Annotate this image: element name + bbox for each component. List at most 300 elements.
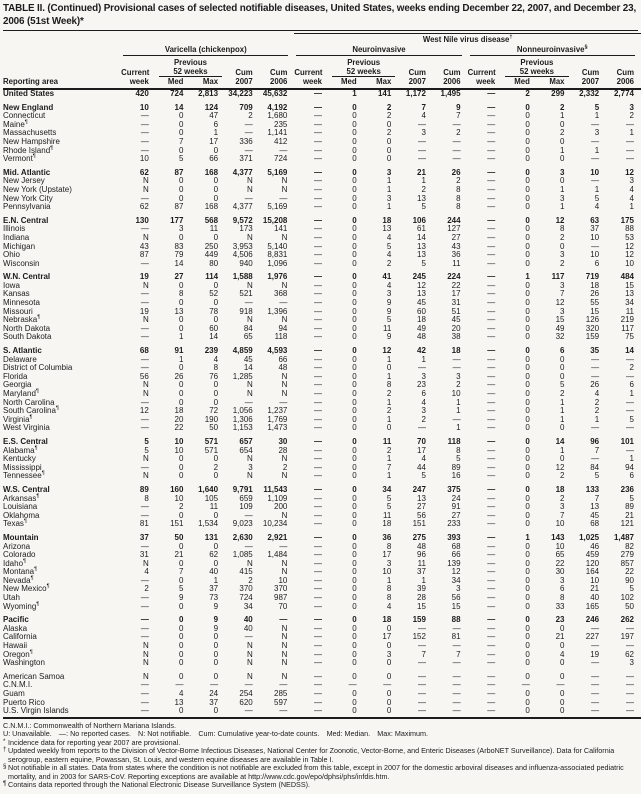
table-row [3, 659, 641, 668]
value-cell: — [591, 176, 600, 186]
value-cell: 1 [560, 414, 565, 424]
value-cell: 2,813 [198, 89, 219, 98]
value-cell: 0 [525, 484, 530, 494]
value-cell: — [210, 680, 219, 690]
nonneuroinvasive-group-header: Nonneuroinvasive§ [468, 44, 641, 56]
reporting-area-cell: New York (Upstate) [3, 184, 72, 194]
value-cell: N [143, 380, 149, 390]
value-cell: 34,223 [228, 89, 253, 98]
value-cell: 2 [594, 397, 600, 407]
value-cell: 0 [352, 145, 357, 155]
value-cell: 5 [386, 502, 392, 512]
col-header-previous: Previous [173, 58, 207, 67]
value-cell: — [140, 289, 149, 299]
value-cell: 275 [412, 532, 426, 542]
value-cell: 152 [412, 632, 426, 642]
value-cell: 13 [625, 289, 634, 299]
value-cell: — [314, 541, 323, 551]
value-cell: 53 [625, 232, 634, 242]
value-cell: 0 [179, 671, 184, 681]
value-cell: — [314, 258, 323, 268]
value-cell: 8 [560, 593, 565, 603]
value-cell: — [626, 119, 634, 129]
reporting-area-cell: Mid. Atlantic [3, 167, 51, 177]
value-cell: 3 [421, 128, 426, 138]
value-cell: 0 [525, 202, 530, 212]
table-row [3, 699, 641, 708]
value-cell: — [626, 397, 634, 407]
value-cell: 0 [156, 707, 191, 718]
value-cell: 2,332 [579, 89, 600, 98]
value-cell: 68 [590, 519, 600, 529]
reporting-area-cell: Mississippi [3, 462, 42, 472]
value-cell: 11 [382, 510, 392, 520]
value-cell: 14 [209, 332, 219, 342]
value-cell: 18 [590, 280, 600, 290]
value-cell: — [121, 707, 156, 718]
value-cell: 6 [594, 258, 600, 268]
value-cell: — [452, 354, 461, 364]
value-cell: 27 [174, 272, 184, 282]
value-cell: 224 [447, 272, 461, 282]
col-header-previous: Previous [347, 58, 381, 67]
table-row [3, 243, 641, 252]
reporting-area-cell: E.N. Central [3, 215, 49, 225]
value-cell: 0 [525, 471, 530, 481]
value-cell: — [487, 584, 496, 594]
table-row [3, 594, 641, 603]
value-cell: 0 [352, 363, 357, 373]
value-cell: 11 [625, 306, 634, 316]
value-cell: — [314, 323, 323, 333]
value-cell: 0 [560, 671, 565, 681]
value-cell: 247 [412, 484, 426, 494]
value-cell: 2,630 [232, 532, 253, 542]
value-cell: 0 [213, 671, 219, 681]
value-cell: — [140, 593, 149, 603]
value-cell: — [591, 454, 600, 464]
value-cell: 56 [451, 593, 461, 603]
value-cell: 5 [594, 471, 600, 481]
value-cell: 5 [456, 454, 461, 464]
value-cell: — [591, 658, 600, 668]
value-cell: 0 [179, 111, 184, 121]
value-cell: — [452, 414, 461, 424]
value-cell: 0 [352, 102, 357, 112]
value-cell: 0 [352, 689, 357, 698]
value-cell: 88 [625, 224, 634, 234]
value-cell: 1,396 [267, 306, 288, 316]
value-cell: 0 [560, 454, 565, 464]
value-cell: — [314, 454, 323, 464]
value-cell: 70 [278, 601, 288, 611]
value-cell: N [143, 658, 149, 668]
value-cell: 2,774 [613, 89, 634, 98]
value-cell: 10 [590, 167, 600, 177]
value-cell: 0 [352, 423, 357, 433]
value-cell: 0 [179, 558, 184, 568]
value-cell: 0 [179, 389, 184, 398]
value-cell: 0 [179, 454, 184, 464]
value-cell: 12 [625, 241, 634, 251]
value-cell: 0 [525, 436, 530, 446]
value-cell: 2 [386, 445, 392, 455]
value-cell: 0 [386, 671, 392, 681]
value-cell: — [314, 632, 323, 642]
value-cell: 6 [629, 471, 634, 481]
value-cell: 9 [213, 615, 219, 625]
value-cell: — [244, 397, 253, 407]
value-cell: — [487, 289, 496, 299]
value-cell: 1 [421, 354, 426, 364]
value-cell: 0 [386, 145, 392, 155]
value-cell: 0 [386, 136, 392, 146]
footnote-line: U: Unavailable. —: No reported cases. N: Not notifiable. Cum: Cumulative year-to-date counts. Med: Median. Max: Maximum. [3, 729, 429, 739]
value-cell: 28 [278, 445, 288, 455]
value-cell: 0 [179, 510, 184, 520]
col-header-2006: 2006 [606, 77, 641, 89]
value-cell: — [487, 323, 496, 333]
value-cell: 6 [629, 380, 634, 390]
value-cell: — [314, 532, 323, 542]
value-cell: 49 [417, 323, 426, 333]
value-cell: — [244, 298, 253, 308]
value-cell: 190 [204, 414, 219, 424]
value-cell: — [244, 510, 253, 520]
value-cell: 521 [239, 289, 253, 299]
value-cell: — [417, 680, 426, 690]
value-cell: 18 [451, 346, 461, 356]
header-row-bottom [3, 77, 641, 89]
reporting-area-cell: Pacific [3, 615, 29, 625]
value-cell: 50 [209, 423, 219, 433]
value-cell: — [487, 136, 496, 146]
value-cell: — [314, 615, 323, 625]
value-cell: — [417, 136, 426, 146]
value-cell: 7 [179, 136, 184, 146]
value-cell: 3 [456, 371, 461, 381]
reporting-area-cell: Iowa [3, 280, 20, 290]
value-cell: N [143, 184, 149, 194]
value-cell: 5 [560, 380, 565, 390]
value-cell: 62 [625, 649, 634, 659]
value-cell: N [281, 371, 288, 381]
value-cell: — [140, 623, 149, 633]
table-row [3, 481, 641, 495]
table-row [3, 381, 641, 390]
value-cell: — [487, 258, 496, 268]
value-cell: 1,534 [198, 519, 219, 529]
value-cell: 0 [352, 510, 357, 520]
value-cell: 9 [386, 298, 392, 308]
value-cell: — [314, 363, 323, 373]
value-cell: 0 [352, 371, 357, 381]
value-cell: 0 [525, 632, 530, 642]
value-cell: 0 [179, 128, 184, 138]
col-header-current: Current [121, 68, 150, 77]
value-cell: 27 [417, 502, 426, 512]
value-cell: — [487, 193, 496, 203]
value-cell: N [281, 510, 288, 520]
value-cell: 36 [451, 250, 461, 260]
value-cell: — [487, 184, 496, 194]
value-cell: 0 [525, 289, 530, 299]
value-cell: 0 [179, 397, 184, 407]
value-cell: 44 [417, 462, 426, 472]
reporting-area-cell: E.S. Central [3, 436, 48, 446]
value-cell: — [314, 567, 323, 577]
value-cell: 1 [179, 354, 184, 364]
reporting-area-cell: New York City [3, 193, 53, 203]
value-cell: 449 [204, 250, 219, 260]
value-cell: 2 [386, 389, 392, 398]
value-cell: 23 [417, 380, 426, 390]
value-cell: 0 [352, 462, 357, 472]
value-cell: 5 [386, 315, 392, 325]
value-cell: 5 [629, 584, 634, 594]
value-cell: 94 [625, 462, 634, 472]
value-cell: 393 [447, 532, 461, 542]
value-cell: 65 [243, 332, 253, 342]
value-cell: 2 [386, 128, 392, 138]
value-cell: 371 [239, 154, 253, 164]
value-cell: 18 [174, 406, 184, 416]
value-cell: — [244, 541, 253, 551]
value-cell: 9 [386, 332, 392, 342]
reporting-area-cell: Missouri [3, 306, 33, 316]
reporting-area-cell: Pennsylvania [3, 202, 51, 212]
reporting-area-cell: Puerto Rico [3, 697, 45, 707]
value-cell: 3 [594, 128, 600, 138]
value-cell: 2 [421, 414, 426, 424]
value-cell: — [314, 332, 323, 342]
table-row [3, 433, 641, 447]
value-cell: 0 [352, 184, 357, 194]
value-cell: — [626, 371, 634, 381]
value-cell: — [487, 671, 496, 681]
reporting-area-cell: New England [3, 102, 54, 112]
value-cell: — [487, 680, 496, 690]
value-cell: — [417, 363, 426, 373]
value-cell: — [314, 601, 323, 611]
col-header-cum: Cum [235, 68, 253, 77]
value-cell: 0 [525, 119, 530, 129]
value-cell: 9,023 [232, 519, 253, 529]
value-cell: 368 [274, 289, 288, 299]
col-header-previous: Previous [520, 58, 554, 67]
value-cell: 5 [179, 584, 184, 594]
value-cell: 118 [447, 436, 461, 446]
value-cell: 1 [386, 371, 392, 381]
value-cell: 36 [382, 532, 392, 542]
value-cell: 0 [213, 632, 219, 642]
table-row [3, 234, 641, 243]
value-cell: 4,859 [232, 346, 253, 356]
value-cell: 568 [204, 215, 219, 225]
value-cell: — [348, 680, 357, 690]
value-cell: 5 [629, 414, 634, 424]
value-cell: — [591, 154, 600, 164]
value-cell: — [487, 154, 496, 164]
value-cell: 459 [585, 550, 600, 560]
value-cell: 0 [213, 641, 219, 651]
value-cell: — [487, 519, 496, 529]
value-cell: — [487, 593, 496, 603]
table-row [3, 177, 641, 186]
varicella-group-header: Varicella (chickenpox) [121, 44, 294, 56]
value-cell: 1 [629, 454, 634, 464]
value-cell: 26 [451, 167, 461, 177]
value-cell: — [487, 510, 496, 520]
value-cell: 0 [352, 615, 357, 625]
value-cell: 2,921 [267, 532, 288, 542]
value-cell: 620 [239, 697, 253, 707]
value-cell: 0 [179, 280, 184, 290]
value-cell: 0 [179, 641, 184, 651]
table-title: TABLE II. (Continued) Provisional cases of selected notifiable diseases, United States, weeks ending December 22, 2007, and December 23, 2006 (51st Week)* [3, 3, 638, 31]
col-header-2006: 2006 [433, 77, 468, 89]
value-cell: 87 [139, 250, 149, 260]
reporting-area-cell: Utah [3, 593, 20, 603]
reporting-area-cell: Illinois [3, 224, 26, 234]
value-cell: 22 [174, 423, 184, 433]
value-cell: — [140, 128, 149, 138]
value-cell: — [487, 697, 496, 707]
value-cell: N [281, 641, 288, 651]
col-header-max: Max [364, 77, 399, 89]
value-cell: N [143, 671, 149, 681]
value-cell: — [314, 436, 323, 446]
value-cell: 60 [417, 306, 426, 316]
value-cell: 21 [555, 632, 565, 642]
value-cell: 7 [594, 445, 600, 455]
value-cell: — [626, 641, 634, 651]
value-cell: 124 [204, 102, 219, 112]
value-cell: 14 [243, 363, 253, 373]
value-cell: 0 [352, 346, 357, 356]
value-cell: 10 [590, 575, 600, 585]
value-cell: 12 [625, 167, 634, 177]
value-cell: 0 [525, 454, 530, 464]
value-cell: 14 [174, 258, 184, 268]
value-cell: — [591, 697, 600, 707]
value-cell: — [487, 332, 496, 342]
value-cell: 10 [174, 436, 184, 446]
value-cell: N [246, 558, 253, 568]
value-cell: 3 [179, 224, 184, 234]
value-cell: 48 [417, 332, 426, 342]
value-cell: 62 [139, 202, 149, 212]
value-cell: 0 [352, 397, 357, 407]
col-header-52weeks: 52 weeks [156, 67, 225, 77]
value-cell: 0 [352, 315, 357, 325]
value-cell: 1,153 [232, 423, 253, 433]
value-cell: 83 [174, 241, 184, 251]
value-cell: 1 [352, 89, 357, 98]
value-cell: 17 [382, 632, 392, 642]
value-cell: 0 [352, 232, 357, 242]
value-cell: — [572, 707, 607, 718]
value-cell: 0 [352, 354, 357, 364]
value-cell: 168 [204, 167, 219, 177]
value-cell: 18 [417, 315, 426, 325]
value-cell: — [140, 462, 149, 472]
value-cell: 246 [585, 615, 600, 625]
value-cell: — [452, 671, 461, 681]
value-cell: — [487, 471, 496, 481]
table-row [3, 99, 641, 113]
value-cell: 27 [451, 232, 461, 242]
reporting-area-cell: North Dakota [3, 323, 51, 333]
value-cell: 7 [560, 289, 565, 299]
reporting-area-cell: Montana¶ [3, 566, 38, 577]
value-cell: 0 [179, 232, 184, 242]
value-cell: — [487, 389, 496, 398]
table-row [3, 138, 641, 147]
table-row [3, 364, 641, 373]
table-row [3, 611, 641, 625]
table-row [3, 373, 641, 382]
value-cell: 0 [213, 145, 219, 155]
value-cell: — [417, 154, 426, 164]
value-cell: 0 [352, 658, 357, 668]
value-cell: 15 [555, 315, 565, 325]
value-cell: 79 [174, 250, 184, 260]
value-cell: 101 [620, 436, 634, 446]
value-cell: 1,680 [267, 111, 288, 121]
value-cell: N [246, 389, 253, 398]
value-cell: — [279, 397, 288, 407]
value-cell: 12 [451, 567, 461, 577]
value-cell: 2 [213, 462, 219, 472]
value-cell: 50 [174, 532, 184, 542]
value-cell: 13 [417, 250, 426, 260]
table-row [3, 543, 641, 552]
value-cell: 141 [274, 224, 288, 234]
value-cell: 0 [386, 423, 392, 433]
value-cell: 72 [209, 406, 219, 416]
table-row [3, 112, 641, 121]
value-cell: — [591, 354, 600, 364]
value-cell: 47 [209, 111, 219, 121]
value-cell: — [487, 202, 496, 212]
value-cell: 0 [352, 272, 357, 282]
value-cell: — [314, 623, 323, 633]
value-cell: 0 [352, 332, 357, 342]
value-cell: 41 [382, 272, 392, 282]
value-cell: 0 [213, 389, 219, 398]
reporting-area-cell: North Carolina [3, 397, 55, 407]
value-cell: 0 [352, 154, 357, 164]
value-cell: 0 [179, 119, 184, 129]
value-cell: — [314, 184, 323, 194]
value-cell: — [314, 89, 323, 98]
table-row [3, 299, 641, 308]
value-cell: — [260, 707, 295, 718]
reporting-area-cell: Nevada¶ [3, 575, 34, 585]
value-cell: N [281, 632, 288, 642]
reporting-area-cell: Alaska [3, 623, 28, 633]
value-cell: 10 [555, 541, 565, 551]
value-cell: 1 [594, 145, 600, 155]
value-cell: — [314, 272, 323, 282]
value-cell: — [591, 241, 600, 251]
value-cell: 0 [525, 306, 530, 316]
value-cell: 2 [386, 111, 392, 121]
value-cell: 8 [386, 380, 392, 390]
value-cell: 81 [451, 632, 461, 642]
value-cell: — [314, 493, 323, 503]
